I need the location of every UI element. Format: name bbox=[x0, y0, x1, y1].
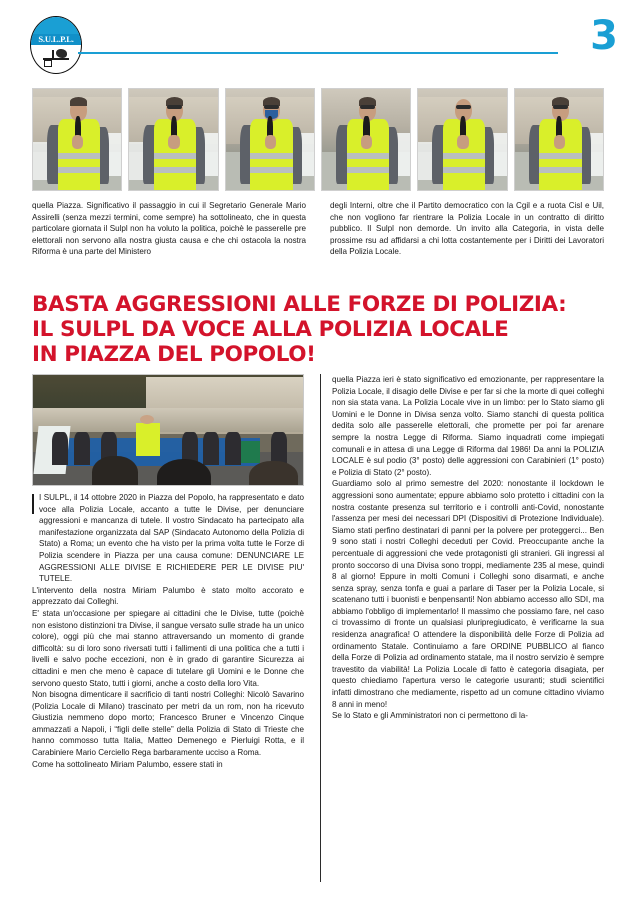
article-paragraph: I SULPL, il 14 ottobre 2020 in Piazza del Popolo, ha rappresentato e dato voce alla Polizia Locale, accanto a tutte le Divise, per denunciare aggressioni e mancanza di tutele. Il vostro Sindacato ha partecipato alla manifestazione organizzata dal SAP (Sindacato Autonomo della Polizia di Stato) a Roma; un evento che ha visto per la prima volta tutte le Forze di Polizia scendere in Piazza per una causa comune: DENUNCIARE LE AGGRESSIONI ALLE DIVISE E RICHIEDERE PER LE DIVISE PIU' TUTELE. bbox=[32, 492, 304, 585]
rally-crowd-foreground bbox=[92, 456, 138, 486]
top-text-paragraph-right: degli Interni, oltre che il Partito democratico con la Cgil e a ruota Cisl e Uil, che non vogliono far rientrare la Polizia Locale in un contratto di diritto pubblico. Il Sulpl non demorde. Un invito alla Categoria, in vista delle prossime rsu ad affidarsi a chi lotta costantemente per i Diritti dei Lavoratori della Polizia Locale. bbox=[330, 201, 604, 257]
photo-hair bbox=[70, 97, 87, 106]
speaker-photo-4 bbox=[321, 88, 411, 191]
sulpl-logo bbox=[30, 16, 82, 74]
article-column-left bbox=[32, 374, 304, 884]
logo-box-shape bbox=[44, 60, 52, 67]
photo-hand bbox=[168, 135, 179, 148]
header-divider-rule bbox=[78, 52, 558, 54]
speaker-photo-1 bbox=[32, 88, 122, 191]
logo-acronym-text: S.U.L.P.L. bbox=[38, 33, 74, 44]
logo-emblem-icon bbox=[41, 49, 71, 69]
photo-strip bbox=[32, 88, 604, 191]
article-paragraph: Se lo Stato e gli Amministratori non ci permettono di la- bbox=[332, 711, 528, 721]
headline-line-3: IN PIAZZA DEL POPOLO! bbox=[32, 342, 316, 367]
top-text-column-right bbox=[330, 200, 604, 258]
photo-hand bbox=[265, 135, 276, 148]
article-paragraph: quella Piazza ieri è stato significativo ed emozionante, per rappresentare la Polizia Locale, il disagio delle Divise e per far si che la morte di quei colleghi non sia stata vana. La Polizia Locale vive in un limbo: per lo Stato siamo gli Uomini e le Donne in Divisa senza volto. Siamo stanchi di questa politica dedita solo alle passerelle elettorali, che promette per poi far arenare sempre la nostra Legge di Riforma. Siamo inquadrati come impiegati comunali e in attesa di una Legge di Riforma dal 1986! Da anni la POLIZIA LOCALE è sul podio (3° posto) delle aggressioni con Carabinieri (1° posto) e Polizia di Stato (2° posto). bbox=[332, 375, 604, 477]
logo-bird-shape bbox=[56, 49, 67, 58]
logo-oval-shape bbox=[30, 16, 82, 74]
article-paragraph: E' stata un'occasione per spiegare ai cittadini che le Divise, tutte (poichè non esistono distinzioni tra Divise, il sangue versato sulle strade ha un unico colore), oggi più che mai stanno attraversando un momento di grande difficoltà: su di loro sono riversati tutti i fallimenti di una politica che a tutti i livelli e salvo poche eccezioni, non è in grado di garantire Sicurezza ai cittadini e men che meno è capace di tutelare gli Uomini e le Donne che servono questo Stato, tutti i giorni, anche a costo della loro Vita. bbox=[32, 608, 304, 688]
photo-sunglasses bbox=[553, 105, 568, 109]
speaker-photo-5 bbox=[417, 88, 507, 191]
article-paragraph: Non bisogna dimenticare il sacrificio di tanti nostri Colleghi: Nicolò Savarino (Polizia Locale di Milano) trascinato per metri da un rom, non ha ricevuto Giustizia nemmeno dopo morto; Francesco Bruner e Vincenzo Cinque ammazzati a Napoli, i “figli delle stelle” della Polizia di Stato di Trieste che hanno commosso tutta Italia, Matteo Demenego e Pierluigi Rotta, e il Carabiniere Mario Cerciello Rega barbaramente ucciso a Roma. bbox=[32, 690, 304, 758]
article-paragraph: L'intervento della nostra Miriam Palumbo è stato molto accorato e apprezzato dai Colleghi. bbox=[32, 585, 304, 607]
rally-photo bbox=[32, 374, 304, 486]
photo-sunglasses bbox=[264, 105, 279, 109]
photo-sunglasses bbox=[360, 105, 375, 109]
article-headline bbox=[32, 292, 604, 367]
rally-speaker-vest bbox=[136, 423, 160, 456]
article-paragraph: Come ha sottolineato Miriam Palumbo, essere stati in bbox=[32, 759, 223, 769]
photo-hand bbox=[554, 135, 565, 148]
photo-sunglasses bbox=[456, 105, 471, 109]
article-paragraph: Guardiamo solo al primo semestre del 2020: nonostante il lockdown le aggressioni sono aumentate; eppure abbiamo solo protetto i cittadini con la nostra costante presenza sul territorio e i controlli anti-Covid, nonostante l'assenza per mesi dei necessari DPI (Dispositivi di Protezione Individuale). Siamo stati perfino destinatari di panni per la polvere per proteggerci... Ben 9 sono stati i nostri Colleghi deceduti per Covid. Preoccupante anche la percentuale di aggressioni che vede protagonisti gli stranieri. Gli ingressi al pronto soccorso di una Divisa sono troppi, mediamente 235 al mese, quindi 8 al giorno! Eppure in molti Comuni i Colleghi sono disarmati, e anche senza spray, senza tonfa e guai a parlare di Taser per la Polizia Locale, si scatenano tutti i buonisti e benpensanti! Non abbiamo accesso allo SDI, ma abbiamo l'obbligo di implementarlo! Il massimo che possiamo fare, nel caso ci trovassimo di fronte un qualsiasi pluripregiudicato, è verificarne la sua residenza anagrafica! O attendere la disponibilità delle Forze di Polizia ad ordinamento Statale. Continuiamo a fare ORDINE PUBBLICO al fianco della Forze di Polizia ad ordinamento statale, ma il nostro servizio è sempre travestito da viabilità! La Polizia Locale di fatto è categoria disagiata, per questo chiediamo l'apertura verso le categorie usuranti; studi scientifici infatti dimostrano che mediamente, rispetto ad un comune cittadino viviamo 8 anni in meno! bbox=[332, 479, 604, 709]
rally-crowd-foreground bbox=[249, 461, 298, 486]
top-text-block bbox=[32, 200, 604, 258]
article-body bbox=[32, 374, 604, 884]
page-number: 3 bbox=[590, 13, 618, 59]
top-text-paragraph-left: quella Piazza. Significativo il passaggio in cui il Segretario Generale Mario Assirelli (senza mezzi termini, come sempre) ha sottolineato, che in questa particolare giornata il Sulpl non ha voluto la politica, poichè le passerelle pre elettorali non servono alla nostra giusta causa e che chi ostacola la nostra Riforma è una parte del Ministero bbox=[32, 201, 306, 257]
rally-figure bbox=[52, 432, 68, 465]
rally-figure bbox=[203, 432, 219, 465]
rally-figure bbox=[74, 432, 90, 465]
headline-line-2: IL SULPL DA VOCE ALLA POLIZIA LOCALE bbox=[32, 317, 509, 342]
rally-wall bbox=[33, 408, 303, 432]
photo-hand bbox=[72, 135, 83, 148]
photo-sunglasses bbox=[167, 105, 182, 109]
rally-figure bbox=[225, 432, 241, 465]
column-divider bbox=[320, 374, 321, 882]
page-header bbox=[0, 0, 636, 82]
photo-hand bbox=[361, 135, 372, 148]
speaker-photo-6 bbox=[514, 88, 604, 191]
speaker-photo-3 bbox=[225, 88, 315, 191]
top-text-column-left bbox=[32, 200, 306, 258]
article-column-right bbox=[332, 374, 604, 884]
headline-line-1: BASTA AGGRESSIONI ALLE FORZE DI POLIZIA: bbox=[32, 292, 567, 317]
photo-hand bbox=[457, 135, 468, 148]
speaker-photo-2 bbox=[128, 88, 218, 191]
